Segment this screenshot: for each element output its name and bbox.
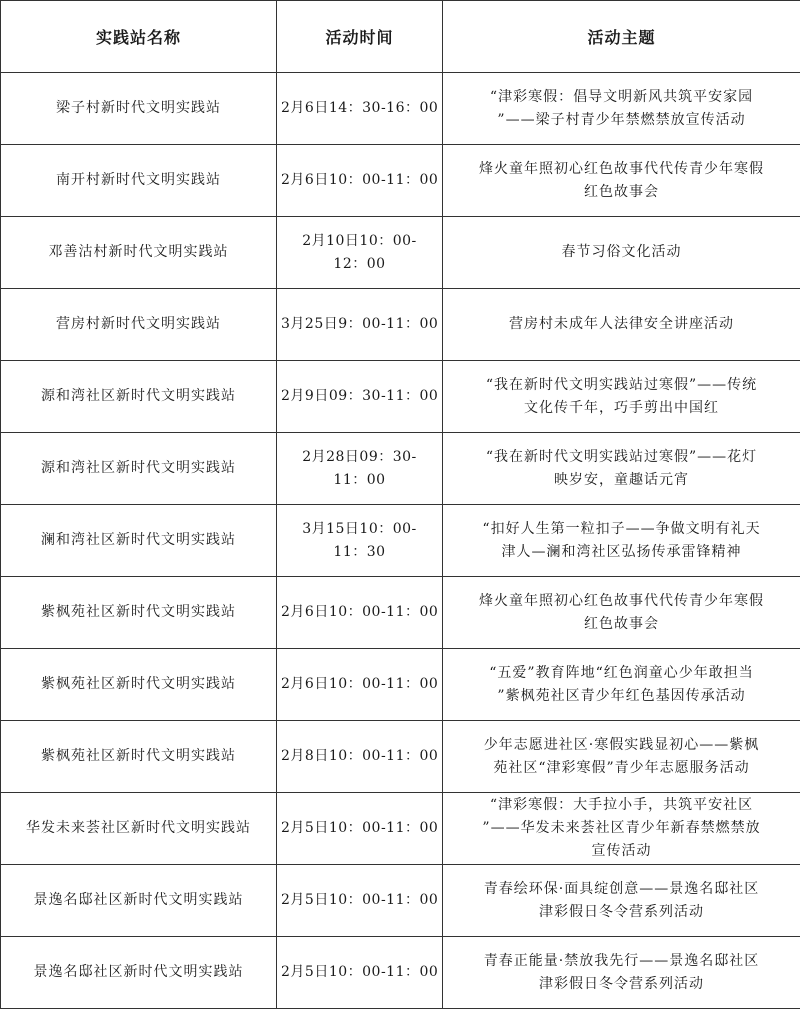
station-name-cell: 梁子村新时代文明实践站 [1,73,277,145]
activity-theme-cell [443,145,800,217]
activity-theme-line: “五爱”教育阵地“红色润童心少年敢担当 [447,662,796,685]
table-row [1,793,800,865]
activity-time-cell [277,433,443,505]
activity-time-cell [277,865,443,937]
activity-theme-line: 烽火童年照初心红色故事代代传青少年寒假 [447,158,796,181]
table-row [1,865,800,937]
activity-time-line: 3月15日10：00- [281,518,438,541]
activity-theme-cell [443,937,800,1009]
table-row [1,73,800,145]
table-row [1,649,800,721]
activity-theme-line: 津人—澜和湾社区弘扬传承雷锋精神 [447,541,796,564]
station-name-cell: 南开村新时代文明实践站 [1,145,277,217]
table-row [1,217,800,289]
station-name-cell: 源和湾社区新时代文明实践站 [1,433,277,505]
activity-time-line: 2月28日09：30- [281,446,438,469]
activity-theme-line: 文化传千年，巧手剪出中国红 [447,397,796,420]
activity-time-cell [277,289,443,361]
station-name-cell: 紫枫苑社区新时代文明实践站 [1,649,277,721]
activity-theme-cell [443,505,800,577]
activity-time-line: 2月6日10：00-11：00 [281,169,438,192]
activity-theme-cell [443,649,800,721]
station-name-cell: 景逸名邸社区新时代文明实践站 [1,937,277,1009]
table-row [1,361,800,433]
activity-time-line: 11：00 [281,469,438,492]
activity-theme-cell [443,865,800,937]
activity-time-cell [277,361,443,433]
activity-time-cell [277,721,443,793]
activity-theme-line: “我在新时代文明实践站过寒假”——花灯 [447,446,796,469]
activity-theme-line: 津彩假日冬令营系列活动 [447,973,796,996]
activity-time-line: 12：00 [281,253,438,276]
table-row [1,433,800,505]
activity-theme-line: “我在新时代文明实践站过寒假”——传统 [447,374,796,397]
activity-time-line: 2月6日10：00-11：00 [281,601,438,624]
activity-time-cell [277,937,443,1009]
activity-time-cell [277,505,443,577]
activity-theme-line: 春节习俗文化活动 [447,241,796,264]
station-name-cell: 景逸名邸社区新时代文明实践站 [1,865,277,937]
activity-theme-line: 红色故事会 [447,613,796,636]
activity-theme-cell [443,721,800,793]
activity-time-line: 2月9日09：30-11：00 [281,385,438,408]
activity-theme-line: 青春正能量·禁放我先行——景逸名邸社区 [447,950,796,973]
header-activity-time: 活动时间 [277,1,443,73]
header-station-name: 实践站名称 [1,1,277,73]
station-name-cell: 紫枫苑社区新时代文明实践站 [1,577,277,649]
activity-time-line: 11：30 [281,541,438,564]
activity-time-cell [277,649,443,721]
table-row [1,577,800,649]
table-row [1,721,800,793]
station-name-cell: 源和湾社区新时代文明实践站 [1,361,277,433]
activity-theme-line: 青春绘环保·面具绽创意——景逸名邸社区 [447,878,796,901]
activity-theme-line: 红色故事会 [447,181,796,204]
header-row [1,1,800,73]
activity-theme-cell [443,73,800,145]
activity-theme-line: 少年志愿进社区·寒假实践显初心——紫枫 [447,734,796,757]
station-name-cell: 邓善沽村新时代文明实践站 [1,217,277,289]
station-name-cell: 澜和湾社区新时代文明实践站 [1,505,277,577]
activity-theme-line: 津彩假日冬令营系列活动 [447,901,796,924]
activity-theme-line: 映岁安，童趣话元宵 [447,469,796,492]
activity-time-line: 2月5日10：00-11：00 [281,961,438,984]
activity-theme-line: 烽火童年照初心红色故事代代传青少年寒假 [447,590,796,613]
activity-time-line: 2月5日10：00-11：00 [281,889,438,912]
activity-theme-line: ”紫枫苑社区青少年红色基因传承活动 [447,685,796,708]
activity-theme-line: 营房村未成年人法律安全讲座活动 [447,313,796,336]
activity-theme-cell [443,289,800,361]
activity-theme-cell [443,361,800,433]
activity-time-line: 3月25日9：00-11：00 [281,313,438,336]
activity-time-line: 2月10日10：00- [281,230,438,253]
activity-time-line: 2月5日10：00-11：00 [281,817,438,840]
activity-theme-cell [443,793,800,865]
activity-time-cell [277,73,443,145]
station-name-cell: 紫枫苑社区新时代文明实践站 [1,721,277,793]
activity-time-line: 2月8日10：00-11：00 [281,745,438,768]
table-row [1,145,800,217]
activity-theme-line: 宣传活动 [447,840,796,863]
station-name-cell: 华发未来荟社区新时代文明实践站 [1,793,277,865]
table-row [1,289,800,361]
activity-time-cell [277,145,443,217]
activity-time-cell [277,577,443,649]
activity-theme-line: 苑社区“津彩寒假”青少年志愿服务活动 [447,757,796,780]
activity-theme-cell [443,433,800,505]
activity-theme-line: “扣好人生第一粒扣子——争做文明有礼天 [447,518,796,541]
activity-time-cell [277,217,443,289]
table-row [1,505,800,577]
activity-theme-line: “津彩寒假：大手拉小手，共筑平安社区 [447,794,796,817]
activity-theme-cell [443,217,800,289]
header-activity-theme: 活动主题 [443,1,800,73]
activity-theme-line: “津彩寒假：倡导文明新风共筑平安家园 [447,86,796,109]
activity-theme-line: ”——梁子村青少年禁燃禁放宣传活动 [447,109,796,132]
activity-theme-cell [443,577,800,649]
activity-theme-line: ”——华发未来荟社区青少年新春禁燃禁放 [447,817,796,840]
activity-time-line: 2月6日10：00-11：00 [281,673,438,696]
activity-time-cell [277,793,443,865]
activity-time-line: 2月6日14：30-16：00 [281,97,438,120]
table-row [1,937,800,1009]
station-name-cell: 营房村新时代文明实践站 [1,289,277,361]
